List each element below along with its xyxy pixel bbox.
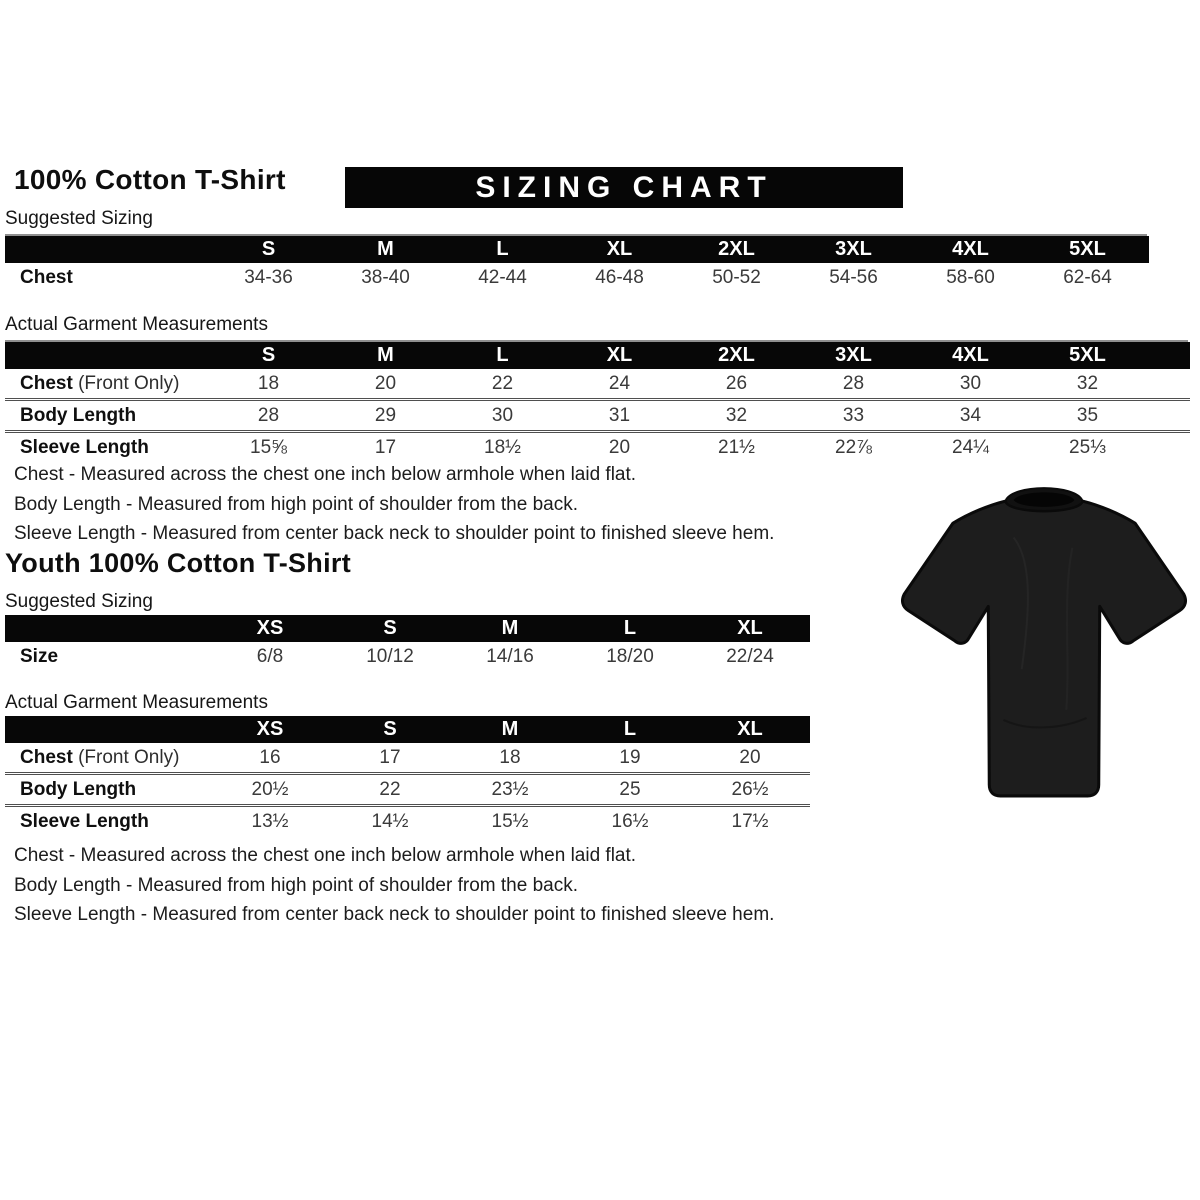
black-tshirt-image xyxy=(892,466,1196,834)
row-header xyxy=(5,747,210,769)
column-header: L xyxy=(623,617,637,639)
row-header-suffix: (Front Only) xyxy=(72,372,180,394)
cell-value: 21½ xyxy=(718,436,755,458)
row-header-label: Body Length xyxy=(20,778,137,800)
cell-value: 20 xyxy=(608,436,631,458)
cell-value: 18 xyxy=(257,372,280,394)
cell-value: 22 xyxy=(491,372,514,394)
table-row xyxy=(5,743,810,772)
row-header-label: Body Length xyxy=(20,404,137,426)
cell-value: 32 xyxy=(1076,372,1099,394)
cell-value: 15½ xyxy=(491,810,529,832)
row-header-label: Chest xyxy=(20,372,73,394)
youth-suggested-sizing-label: Suggested Sizing xyxy=(5,591,808,619)
row-header-label: Chest xyxy=(20,746,73,768)
cell-value: 34-36 xyxy=(244,266,293,288)
column-header: M xyxy=(377,344,394,366)
column-header: XS xyxy=(256,617,284,639)
adult-suggested-sizing-label: Suggested Sizing xyxy=(5,208,1147,236)
cell-value: 30 xyxy=(491,404,514,426)
column-header: 2XL xyxy=(718,344,755,366)
column-header: L xyxy=(496,344,509,366)
youth-actual-measurements-table xyxy=(5,716,810,836)
cell-value: 14½ xyxy=(371,810,409,832)
table-header-row xyxy=(5,716,810,743)
cell-value: 16 xyxy=(259,746,281,768)
cell-value: 18½ xyxy=(484,436,521,458)
tshirt-body xyxy=(903,501,1186,796)
cell-value: 18 xyxy=(499,746,521,768)
youth-actual-measurements-label: Actual Garment Measurements xyxy=(5,692,808,720)
cell-value: 50-52 xyxy=(712,266,761,288)
column-header: M xyxy=(501,718,519,740)
row-header xyxy=(5,811,210,833)
column-header: 4XL xyxy=(952,238,989,260)
cell-value: 20½ xyxy=(251,778,289,800)
youth-measurement-notes xyxy=(14,841,774,930)
cell-value: 46-48 xyxy=(595,266,644,288)
cell-value: 22⅞ xyxy=(835,436,872,458)
row-header xyxy=(5,405,210,427)
cell-value: 23½ xyxy=(491,778,529,800)
cell-value: 58-60 xyxy=(946,266,995,288)
table-row xyxy=(5,398,1190,430)
column-header: M xyxy=(501,617,519,639)
table-row xyxy=(5,804,810,836)
cell-value: 18/20 xyxy=(606,645,654,667)
cell-value: 15⅝ xyxy=(250,436,287,458)
note-sleeve-length: Sleeve Length - Measured from center back neck to shoulder point to finished sleeve hem. xyxy=(14,904,775,925)
cell-value: 32 xyxy=(725,404,748,426)
row-header-label: Size xyxy=(20,645,59,667)
cell-value: 28 xyxy=(842,372,865,394)
column-header: M xyxy=(377,238,394,260)
cell-value: 13½ xyxy=(251,810,289,832)
cell-value: 26 xyxy=(725,372,748,394)
column-header: 5XL xyxy=(1069,344,1106,366)
table-row xyxy=(5,772,810,804)
table-header-row xyxy=(5,342,1190,369)
cell-value: 38-40 xyxy=(361,266,410,288)
cell-value: 34 xyxy=(959,404,982,426)
cell-value: 26½ xyxy=(731,778,769,800)
adult-actual-measurements-table xyxy=(5,342,1190,462)
row-header-suffix: (Front Only) xyxy=(72,746,180,768)
table-row xyxy=(5,263,1149,292)
cell-value: 25⅓ xyxy=(1069,436,1106,458)
row-header xyxy=(5,267,210,289)
table-header-row xyxy=(5,615,810,642)
cell-value: 54-56 xyxy=(829,266,878,288)
youth-suggested-sizing-table xyxy=(5,615,810,671)
cell-value: 20 xyxy=(374,372,397,394)
note-body-length: Body Length - Measured from high point of shoulder from the back. xyxy=(14,874,578,896)
row-header xyxy=(5,646,210,668)
cell-value: 20 xyxy=(739,746,761,768)
column-header: L xyxy=(623,718,637,740)
adult-measurement-notes xyxy=(14,460,774,549)
adult-suggested-sizing-table xyxy=(5,236,1149,292)
cell-value: 22 xyxy=(379,778,401,800)
cell-value: 24¼ xyxy=(952,436,989,458)
table-header-row xyxy=(5,236,1149,263)
table-row xyxy=(5,369,1190,398)
tshirt-photo xyxy=(892,466,1196,839)
table-row xyxy=(5,430,1190,462)
note-chest: Chest - Measured across the chest one inch below armhole when laid flat. xyxy=(14,464,637,485)
cell-value: 22/24 xyxy=(726,645,774,667)
row-header xyxy=(5,779,210,801)
cell-value: 10/12 xyxy=(366,645,414,667)
youth-section-title: Youth 100% Cotton T-Shirt xyxy=(5,548,351,578)
column-header: 3XL xyxy=(835,238,872,260)
column-header: 4XL xyxy=(952,344,989,366)
column-header: XL xyxy=(737,718,763,740)
page-title: 100% Cotton T-Shirt xyxy=(14,164,286,195)
cell-value: 24 xyxy=(608,372,631,394)
table-row xyxy=(5,642,810,671)
cell-value: 42-44 xyxy=(478,266,527,288)
column-header: XL xyxy=(737,617,763,639)
cell-value: 6/8 xyxy=(256,645,284,667)
column-header: XL xyxy=(606,344,633,366)
row-header-label: Sleeve Length xyxy=(20,436,149,458)
cell-value: 17½ xyxy=(731,810,769,832)
row-header xyxy=(5,373,210,395)
cell-value: 62-64 xyxy=(1063,266,1112,288)
column-header: 2XL xyxy=(718,238,755,260)
note-sleeve-length: Sleeve Length - Measured from center back neck to shoulder point to finished sleeve hem. xyxy=(14,523,775,544)
cell-value: 17 xyxy=(379,746,401,768)
cell-value: 17 xyxy=(374,436,397,458)
cell-value: 14/16 xyxy=(486,645,534,667)
column-header: 3XL xyxy=(835,344,872,366)
column-header: XL xyxy=(606,238,633,260)
column-header: S xyxy=(383,718,397,740)
cell-value: 29 xyxy=(374,404,397,426)
cell-value: 30 xyxy=(959,372,982,394)
cell-value: 19 xyxy=(619,746,641,768)
column-header: S xyxy=(383,617,397,639)
column-header: 5XL xyxy=(1069,238,1106,260)
row-header xyxy=(5,437,210,459)
adult-actual-measurements-label: Actual Garment Measurements xyxy=(5,314,1188,342)
column-header: L xyxy=(496,238,509,260)
sizing-chart-banner: SIZING CHART xyxy=(345,167,903,208)
row-header-label: Sleeve Length xyxy=(20,810,149,832)
cell-value: 28 xyxy=(257,404,280,426)
note-chest: Chest - Measured across the chest one inch below armhole when laid flat. xyxy=(14,845,637,866)
cell-value: 33 xyxy=(842,404,865,426)
column-header: XS xyxy=(256,718,284,740)
row-header-label: Chest xyxy=(20,266,73,288)
cell-value: 16½ xyxy=(611,810,649,832)
cell-value: 25 xyxy=(619,778,641,800)
column-header: S xyxy=(261,344,276,366)
note-body-length: Body Length - Measured from high point of shoulder from the back. xyxy=(14,493,578,515)
cell-value: 35 xyxy=(1076,404,1099,426)
cell-value: 31 xyxy=(608,404,631,426)
column-header: S xyxy=(261,238,276,260)
